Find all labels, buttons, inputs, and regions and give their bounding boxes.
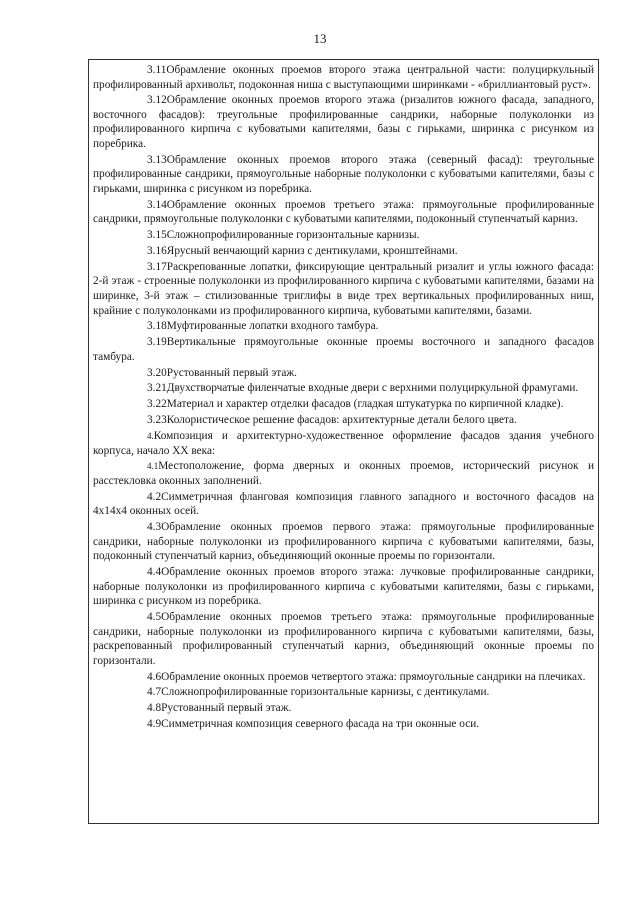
list-item <box>93 397 594 412</box>
item-number: 4.2 <box>147 490 162 503</box>
item-number: 3.14 <box>147 198 167 211</box>
item-number: 4.8 <box>147 702 162 715</box>
item-number: 4.3 <box>147 521 162 534</box>
item-number: 4.6 <box>147 670 162 683</box>
item-text: Раскрепованные лопатки, фиксирующие центральный ризалит и углы южного фасада: 2-й этаж - строенные полуколонки из профилированного кирпича с кубоватыми капителями, базами на ширинке, 3-й этаж – стилизованные триглифы в виде трех вертикальных профилированных ниш, крайние с полуколонками из профилированного кирпича, кубоватыми капителями, базами. <box>93 260 594 317</box>
list-item <box>93 244 594 259</box>
document-frame <box>88 59 599 824</box>
item-number: 4.4 <box>147 566 162 579</box>
item-number: 3.19 <box>147 336 167 349</box>
list-item <box>93 670 594 685</box>
item-number: 4.5 <box>147 611 162 624</box>
item-text: Обрамление оконных проемов второго этажа: лучковые профилированные сандрики, наборные полуколонки из профилированного кирпича с кубоватыми капителями, базы с гирьками, ширинка с рисунком из поребрика. <box>93 566 594 608</box>
list-item <box>93 198 594 227</box>
item-number: 4. <box>147 430 154 441</box>
item-text: Вертикальные прямоугольные оконные проемы восточного и западного фасадов тамбура. <box>93 336 594 363</box>
item-text: Симметричная композиция северного фасада на три оконные оси. <box>161 718 480 731</box>
item-text: Рустованный первый этаж. <box>161 702 292 715</box>
item-text: Обрамление оконных проемов второго этажа (ризалитов южного фасада, западного, восточного фасадов): треугольные профилированные сандрики, наборные полуколонки из профилированного кирпича с кубоватыми капителями, базы с гирьками, ширинка с рисунком из поребрика. <box>93 94 594 151</box>
item-text: Муфтированные лопатки входного тамбура. <box>166 320 379 333</box>
item-number: 3.13 <box>147 153 167 166</box>
item-number: 3.23 <box>147 414 167 427</box>
list-item <box>93 381 594 396</box>
item-text: Ярусный венчающий карниз с дентикулами, кронштейнами. <box>166 245 458 258</box>
list-item <box>93 565 594 609</box>
list-item <box>93 93 594 151</box>
list-item <box>93 260 594 318</box>
item-number: 3.22 <box>147 398 167 411</box>
item-number: 3.21 <box>147 382 167 395</box>
item-text: Обрамление оконных проемов третьего этажа: прямоугольные профилированные сандрики, наборные полуколонки из профилированного кирпича с кубоватыми капителями, базы, раскрепованный профилированный ступенчатый карниз, объединяющий оконные проемы по горизонтали. <box>93 611 594 667</box>
item-text: Обрамление оконных проемов второго этажа (северный фасад): треугольные профилированные сандрики, прямоугольные наборные полуколонки с кубоватыми капителями, базы с гирьками, ширинка с рисунком из поребрика. <box>93 153 594 195</box>
item-number: 3.15 <box>147 229 167 242</box>
list-item <box>93 520 594 564</box>
item-number: 3.17 <box>147 260 167 273</box>
item-text: Композиция и архитектурно-художественное оформление фасадов здания учебного корпуса, начало XX века: <box>93 429 594 457</box>
item-text: Сложнопрофилированные горизонтальные карнизы, с дентикулами. <box>161 686 490 699</box>
list-item <box>93 63 594 92</box>
item-text: Рустованный первый этаж. <box>166 366 297 379</box>
item-text: Сложнопрофилированные горизонтальные карнизы. <box>166 229 420 242</box>
item-number: 4.1 <box>147 461 159 472</box>
list-item <box>93 717 594 732</box>
item-text: Колористическое решение фасадов: архитектурные детали белого цвета. <box>166 414 517 427</box>
list-item <box>93 366 594 381</box>
item-text: Обрамление оконных проемов второго этажа центральной части: полуциркульный профилированный архивольт, подоконная ниша с выступающими ширинками - «бриллиантовый руст». <box>93 64 594 91</box>
item-number: 3.18 <box>147 320 167 333</box>
list-item <box>93 429 594 458</box>
list-item <box>93 319 594 334</box>
item-number: 3.20 <box>147 366 167 379</box>
item-number: 4.9 <box>147 718 162 731</box>
page-number: 13 <box>313 31 327 46</box>
list-item <box>93 701 594 716</box>
item-number: 3.11 <box>147 64 167 76</box>
list-item <box>93 459 594 488</box>
item-text: Обрамление оконных проемов первого этажа: прямоугольные профилированные сандрики, наборные полуколонки из профилированного кирпича с кубоватыми капителями, базы, подоконный ступенчатый карниз, объединяющий оконные проемы по горизонтали. <box>93 521 594 563</box>
item-number: 3.16 <box>147 245 167 258</box>
list-item <box>93 228 594 243</box>
list-item <box>93 335 594 364</box>
item-text: Обрамление оконных проемов третьего этажа: прямоугольные профилированные сандрики, прямоугольные полуколонки с кубоватыми капителями, подоконный ступенчатый карниз. <box>93 198 594 226</box>
item-text: Обрамление оконных проемов четвертого этажа: прямоугольные сандрики на плечиках. <box>161 670 586 683</box>
item-text: Материал и характер отделки фасадов (гладкая штукатурка по кирпичной кладке). <box>166 398 564 411</box>
item-number: 3.12 <box>147 94 167 107</box>
item-text: Местоположение, форма дверных и оконных проемов, исторический рисунок и расстекловка оконных заполнений. <box>93 460 594 487</box>
list-item <box>93 490 594 519</box>
item-text: Двухстворчатые филенчатые входные двери с верхними полуциркульной фрамугами. <box>166 382 579 395</box>
item-number: 4.7 <box>147 686 162 699</box>
list-item <box>93 610 594 668</box>
item-text: Симметричная фланговая композиция главного западного и восточного фасадов на 4х14х4 оконных осей. <box>93 490 594 518</box>
list-item <box>93 153 594 197</box>
list-item <box>93 413 594 428</box>
list-item <box>93 685 594 700</box>
